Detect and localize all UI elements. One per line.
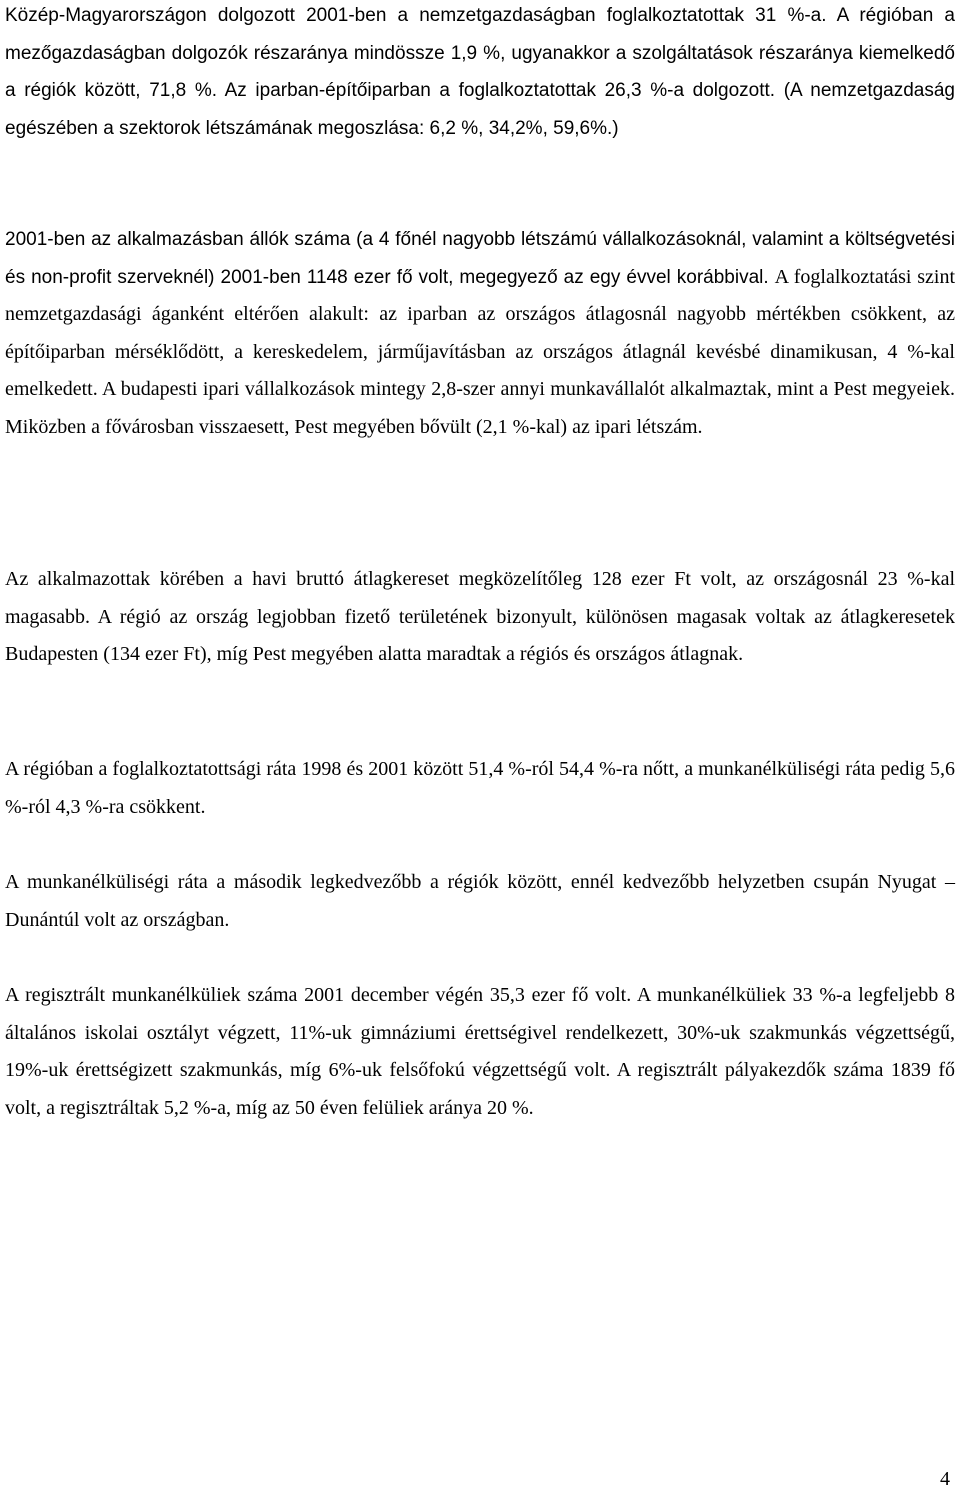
paragraph-employees-count — [5, 221, 955, 446]
paragraph-employment-rate — [5, 751, 955, 826]
paragraph-unemployment-rank — [5, 864, 955, 939]
paragraph-text: Az alkalmazottak körében a havi bruttó átlagkereset megközelítőleg 128 ezer Ft volt, az országosnál 23 %-kal magasabb. A régió az ország legjobban fizető területének bizonyult, különösen magasak voltak az átlagkeresetek Budapesten (134 ezer Ft), míg Pest megyében alatta maradtak a régiós és országos átlagnak. — [5, 568, 955, 665]
page-number: 4 — [940, 1468, 950, 1490]
paragraph-text: A munkanélküliségi ráta a második legkedvezőbb a régiók között, ennél kedvezőbb helyzetben csupán Nyugat –Dunántúl volt az országban. — [5, 871, 955, 931]
paragraph-text: A régióban a foglalkoztatottsági ráta 1998 és 2001 között 51,4 %-ról 54,4 %-ra nőtt, a munkanélküliségi ráta pedig 5,6 %-ról 4,3 %-ra csökkent. — [5, 758, 955, 818]
paragraph-sector-employment — [5, 0, 955, 147]
paragraph-text: 2001-ben az alkalmazásban állók száma (a 4 főnél nagyobb létszámú vállalkozásoknál, valamint a költségvetési és non-profit szerveknél) 2001-ben 1148 ezer fő volt, megegyező az egy évvel korábbival. — [5, 229, 955, 288]
paragraph-text: Közép-Magyarországon dolgozott 2001-ben a nemzetgazdaságban foglalkoztatottak 31 %-a. A régióban a mezőgazdaságban dolgozók részaránya mindössze 1,9 %, ugyanakkor a szolgáltatások részaránya kiemelkedő a régiók között, 71,8 %. Az iparban-építőiparban a foglalkoztatottak 26,3 %-a dolgozott. (A nemzetgazdaság egészében a szektorok létszámának megoszlása: 6,2 %, 34,2%, 59,6%.) — [5, 5, 955, 139]
paragraph-text: A regisztrált munkanélküliek száma 2001 december végén 35,3 ezer fő volt. A munkanélküliek 33 %-a legfeljebb 8 általános iskolai osztályt végzett, 11%-uk gimnáziumi érettségivel rendelkezett, 30%-uk szakmunkás végzettségű, 19%-uk érettségizett szakmunkás, míg 6%-uk felsőfokú végzettségű volt. A regisztrált pályakezdők száma 1839 fő volt, a regisztráltak 5,2 %-a, míg az 50 éven felüliek aránya 20 %. — [5, 984, 955, 1119]
paragraph-average-earnings — [5, 561, 955, 674]
paragraph-registered-unemployed — [5, 977, 955, 1127]
paragraph-text: A foglalkoztatási szint nemzetgazdasági áganként eltérően alakult: az iparban az országos átlagosnál nagyobb mértékben csökkent, az építőiparban mérséklődött, a kereskedelem, járműjavításban az országos átlagnál kevésbé dinamikusan, 4 %-kal emelkedett. A budapesti ipari vállalkozások mintegy 2,8-szer annyi munkavállalót alkalmaztak, mint a Pest megyeiek. Miközben a fővárosban visszaesett, Pest megyében bővült (2,1 %-kal) az ipari létszám. — [5, 265, 955, 438]
